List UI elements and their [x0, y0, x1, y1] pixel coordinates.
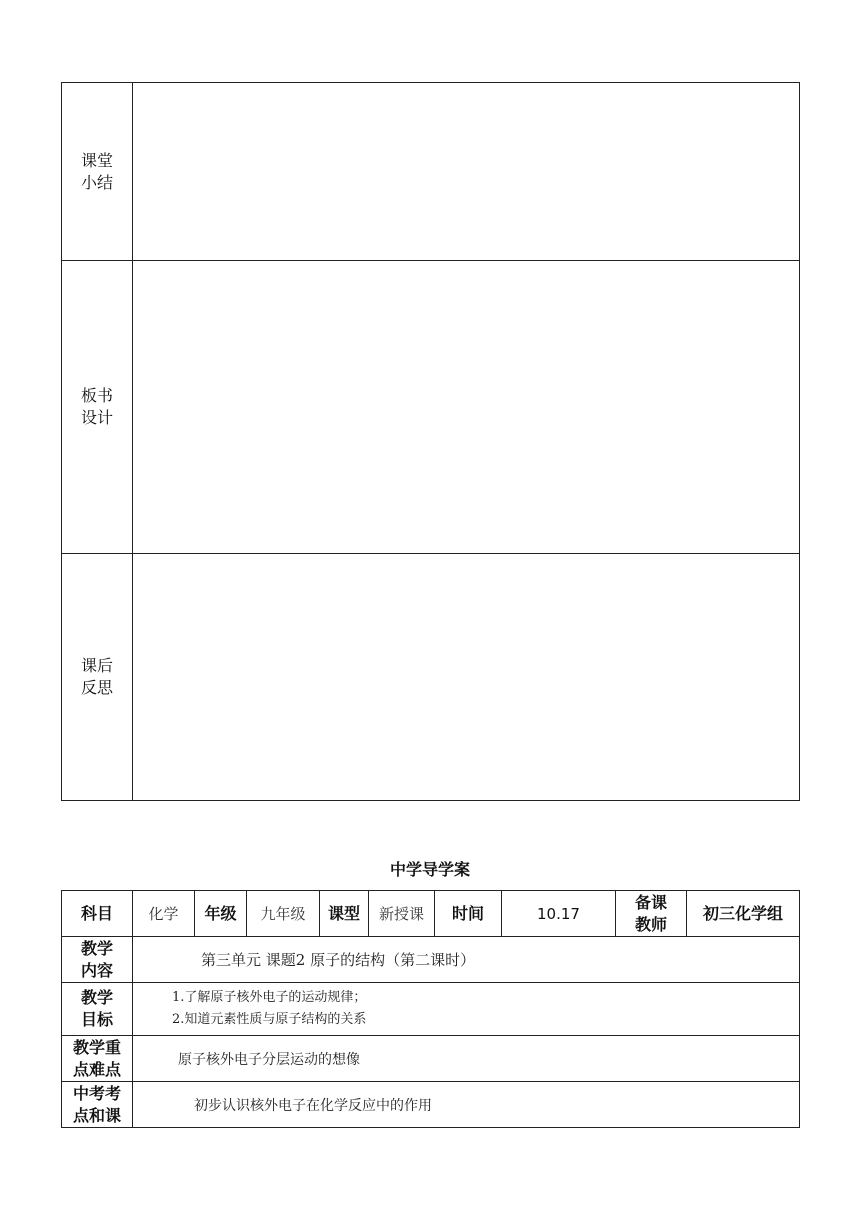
board-design-label: 板书 设计	[62, 261, 133, 554]
exam-points-value: 初步认识核外电子在化学反应中的作用	[133, 1082, 800, 1128]
lesson-type-label: 课型	[320, 891, 369, 937]
exam-points-row	[62, 1082, 800, 1128]
header-row	[62, 891, 800, 937]
key-points-label: 教学重 点难点	[62, 1036, 133, 1082]
summary-content[interactable]	[133, 83, 800, 261]
content-row	[62, 937, 800, 983]
goals-row	[62, 983, 800, 1036]
reflection-table	[61, 82, 800, 801]
time-value: 10.17	[502, 891, 616, 937]
subject-value: 化学	[133, 891, 195, 937]
grade-value: 九年级	[247, 891, 320, 937]
board-design-row	[62, 261, 800, 554]
goal-item: 1.了解原子核外电子的运动规律；	[172, 990, 367, 1005]
teaching-goals-list	[133, 983, 800, 1036]
lesson-info-table	[61, 890, 800, 1128]
teaching-goals-label: 教学 目标	[62, 983, 133, 1036]
board-design-content[interactable]	[133, 261, 800, 554]
teaching-content-value: 第三单元 课题2 原子的结构（第二课时）	[133, 937, 800, 983]
teacher-value: 初三化学组	[687, 891, 800, 937]
key-points-value: 原子核外电子分层运动的想像	[133, 1036, 800, 1082]
key-points-row	[62, 1036, 800, 1082]
summary-label: 课堂 小结	[62, 83, 133, 261]
page-title: 中学导学案	[389, 860, 470, 879]
after-class-reflection-content[interactable]	[133, 554, 800, 801]
goal-item: 2.知道元素性质与原子结构的关系	[172, 1012, 367, 1027]
exam-points-label: 中考考 点和课	[62, 1082, 133, 1128]
teacher-label: 备课 教师	[616, 891, 687, 937]
grade-label: 年级	[195, 891, 247, 937]
subject-label: 科目	[62, 891, 133, 937]
summary-row	[62, 83, 800, 261]
after-class-reflection-label: 课后 反思	[62, 554, 133, 801]
lesson-type-value: 新授课	[369, 891, 435, 937]
teaching-content-label: 教学 内容	[62, 937, 133, 983]
time-label: 时间	[435, 891, 502, 937]
after-class-reflection-row	[62, 554, 800, 801]
